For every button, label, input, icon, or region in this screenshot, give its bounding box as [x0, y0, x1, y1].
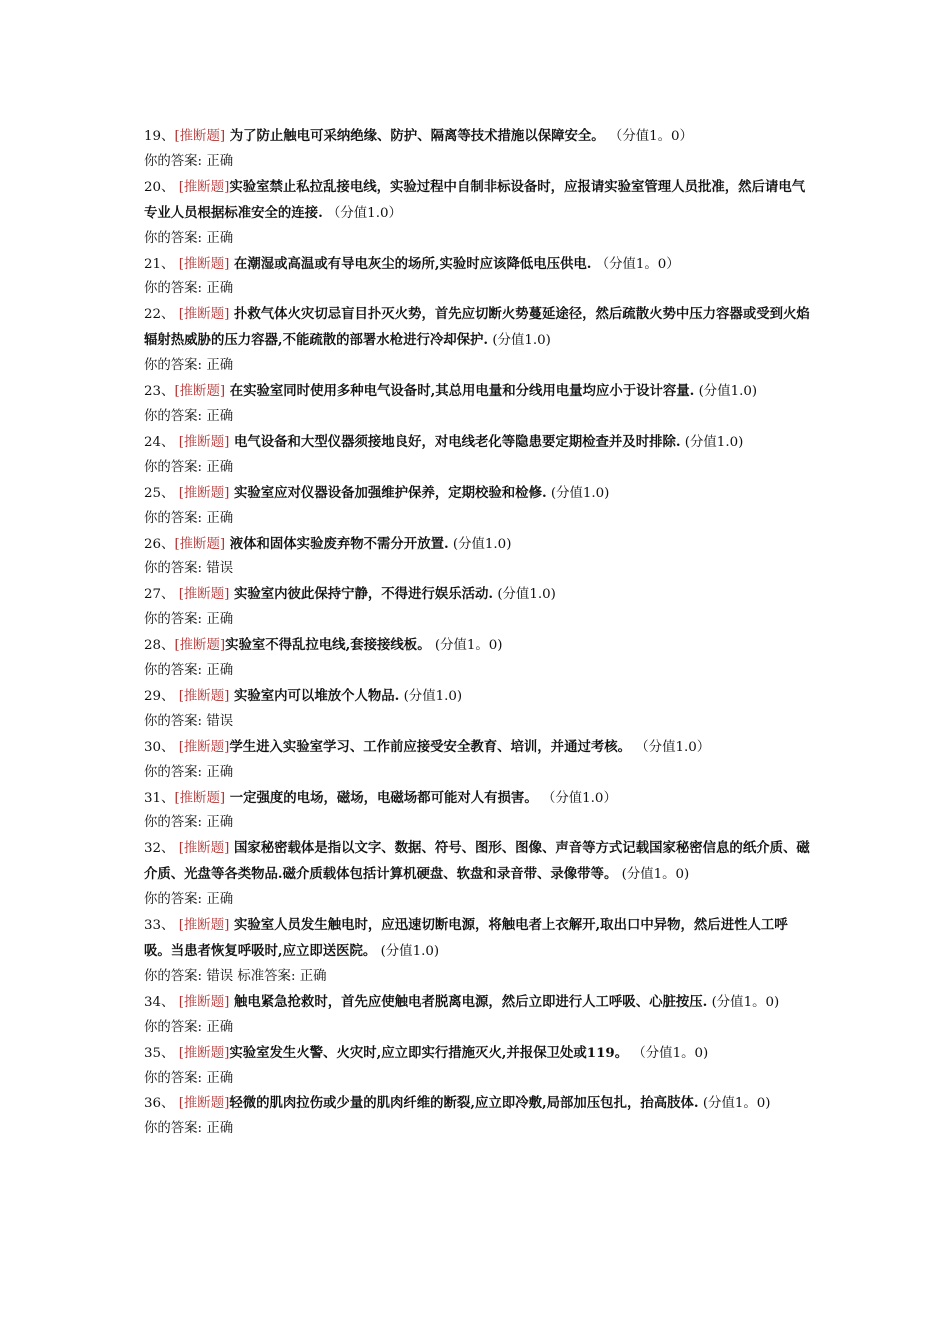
question-type-tag: [推断题] — [178, 485, 230, 501]
question-line — [144, 684, 814, 710]
question-score: (分值1.0) — [448, 536, 512, 552]
question-type-tag: [推断题] — [178, 1045, 230, 1061]
answer-label: 你的答案: — [144, 459, 207, 475]
question-line — [144, 252, 814, 278]
question-type-tag: [推断题] — [178, 256, 230, 272]
question-item — [144, 836, 814, 913]
question-item — [144, 990, 814, 1041]
answer-label: 你的答案: — [144, 1121, 207, 1137]
answer-line — [144, 456, 814, 481]
question-number: 25、 — [144, 485, 179, 501]
question-type-tag: [推断题] — [178, 688, 230, 704]
answer-line — [144, 1016, 814, 1041]
question-line — [144, 430, 814, 456]
question-type-tag: [推断题] — [178, 1096, 230, 1112]
answer-label: 你的答案: — [144, 153, 207, 169]
question-line — [144, 633, 814, 659]
question-text: 实验室应对仪器设备加强维护保养，定期校验和检修. — [229, 484, 547, 501]
question-line — [144, 1041, 814, 1067]
answer-value: 正确 — [206, 1121, 234, 1137]
answer-line — [144, 659, 814, 684]
answer-value: 正确 — [206, 510, 234, 526]
question-item — [144, 633, 814, 684]
question-type-tag: [推断题] — [178, 179, 230, 195]
question-score: （分值1.0） — [322, 205, 402, 221]
question-text: 电气设备和大型仪器须接地良好，对电线老化等隐患要定期检查并及时排除. — [229, 433, 681, 450]
question-type-tag: [推断题] — [178, 994, 230, 1010]
question-item — [144, 913, 814, 990]
answer-line — [144, 150, 814, 175]
question-score: (分值1.0) — [680, 434, 744, 450]
answer-value: 正确 — [206, 358, 234, 374]
answer-label: 你的答案: — [144, 408, 207, 424]
answer-line — [144, 761, 814, 786]
answer-label: 你的答案: — [144, 1070, 207, 1086]
question-text: 实验室人员发生触电时，应迅速切断电源，将触电者上衣解开,取出口中异物，然后进性人工呼吸。当患者恢复呼吸时,应立即送医院。 — [144, 917, 788, 959]
question-line — [144, 836, 814, 888]
answer-value: 错误 — [206, 968, 234, 984]
answer-label: 你的答案: — [144, 892, 207, 908]
question-text: 轻微的肌肉拉伤或少量的肌肉纤维的断裂,应立即冷敷,局部加压包扎，抬高肢体. — [229, 1095, 699, 1112]
answer-line — [144, 710, 814, 735]
answer-label: 你的答案: — [144, 968, 207, 984]
answer-value: 正确 — [206, 892, 234, 908]
answer-value: 正确 — [206, 1070, 234, 1086]
answer-line — [144, 227, 814, 252]
answer-value: 错误 — [206, 713, 234, 729]
question-score: (分值1。0) — [617, 867, 690, 883]
answer-line — [144, 405, 814, 430]
question-item — [144, 1041, 814, 1092]
question-number: 36、 — [144, 1096, 179, 1112]
answer-value: 正确 — [206, 408, 234, 424]
question-item — [144, 430, 814, 481]
question-number: 35、 — [144, 1045, 179, 1061]
answer-value: 正确 — [206, 815, 234, 831]
question-item — [144, 302, 814, 379]
question-line — [144, 990, 814, 1016]
question-number: 32、 — [144, 841, 179, 857]
question-number: 22、 — [144, 307, 179, 323]
answer-value: 正确 — [206, 663, 234, 679]
question-item — [144, 1091, 814, 1142]
answer-label: 你的答案: — [144, 663, 207, 679]
answer-label: 你的答案: — [144, 815, 207, 831]
question-type-tag: [推断题] — [178, 918, 230, 934]
question-score: (分值1.0) — [488, 333, 551, 349]
question-text: 学生进入实验室学习、工作前应接受安全教育、培训，并通过考核。 — [229, 738, 632, 755]
answer-value: 正确 — [206, 459, 234, 475]
answer-label: 你的答案: — [144, 281, 207, 297]
answer-line — [144, 811, 814, 836]
question-text: 在实验室同时使用多种电气设备时,其总用电量和分线用电量均应小于设计容量. — [225, 383, 695, 400]
question-item — [144, 124, 814, 175]
question-score: （分值1。0) — [628, 1045, 709, 1061]
question-number: 33、 — [144, 918, 179, 934]
question-score: （分值1.0） — [537, 790, 617, 806]
answer-label: 你的答案: — [144, 358, 207, 374]
question-text: 一定强度的电场，磁场，电磁场都可能对人有损害。 — [225, 789, 538, 806]
answer-line — [144, 965, 814, 990]
question-text: 在潮湿或高温或有导电灰尘的场所,实验时应该降低电压供电. — [229, 255, 592, 272]
question-number: 29、 — [144, 688, 179, 704]
question-number: 34、 — [144, 994, 179, 1010]
question-type-tag: [推断题] — [174, 536, 226, 552]
answer-value: 正确 — [206, 281, 234, 297]
question-number: 31、 — [144, 790, 175, 806]
question-line — [144, 735, 814, 761]
question-number: 30、 — [144, 739, 179, 755]
question-number: 21、 — [144, 256, 179, 272]
question-score: (分值1.0) — [376, 944, 440, 959]
answer-line — [144, 277, 814, 302]
answer-line — [144, 354, 814, 379]
question-score: （分值1。0） — [604, 129, 693, 144]
question-text: 实验室不得乱拉电线,套接接线板。 — [225, 637, 431, 654]
answer-label: 你的答案: — [144, 510, 207, 526]
question-line — [144, 124, 814, 150]
question-number: 27、 — [144, 587, 179, 603]
standard-answer-label: 标准答案: — [233, 968, 300, 984]
question-text: 实验室内彼此保持宁静，不得进行娱乐活动. — [229, 586, 494, 603]
question-score: （分值1。0） — [591, 256, 680, 272]
question-item — [144, 684, 814, 735]
question-number: 24、 — [144, 434, 179, 450]
question-item — [144, 175, 814, 252]
answer-value: 正确 — [206, 764, 234, 780]
question-type-tag: [推断题] — [174, 790, 226, 806]
answer-line — [144, 507, 814, 532]
question-type-tag: [推断题] — [178, 307, 230, 323]
question-list — [144, 124, 814, 1142]
answer-line — [144, 1067, 814, 1092]
question-score: (分值1.0) — [493, 587, 556, 603]
question-line — [144, 913, 814, 965]
question-score: （分值1.0） — [631, 739, 711, 755]
question-type-tag: [推断题] — [174, 384, 226, 400]
question-type-tag: [推断题] — [178, 434, 230, 450]
question-line — [144, 379, 814, 405]
question-line — [144, 786, 814, 812]
question-line — [144, 582, 814, 608]
standard-answer-value: 正确 — [299, 968, 327, 984]
question-line — [144, 1091, 814, 1117]
question-number: 19、 — [144, 129, 175, 144]
answer-label: 你的答案: — [144, 230, 207, 246]
answer-label: 你的答案: — [144, 713, 207, 729]
question-item — [144, 379, 814, 430]
question-text: 实验室禁止私拉乱接电线，实验过程中自制非标设备时，应报请实验室管理人员批准，然后请电气专业人员根据标准安全的连接. — [144, 178, 806, 221]
question-line — [144, 175, 814, 227]
question-text: 实验室发生火警、火灾时,应立即实行措施灭火,并报保卫处或119。 — [229, 1044, 629, 1061]
question-text: 扑救气体火灾切忌盲目扑灭火势，首先应切断火势蔓延途径，然后疏散火势中压力容器或受到火焰辐射热威胁的压力容器,不能疏散的部署水枪进行冷却保护. — [144, 306, 810, 349]
answer-label: 你的答案: — [144, 612, 207, 628]
question-text: 触电紧急抢救时，首先应使触电者脱离电源，然后立即进行人工呼吸、心脏按压. — [229, 993, 708, 1010]
question-line — [144, 532, 814, 558]
answer-label: 你的答案: — [144, 764, 207, 780]
question-item — [144, 735, 814, 786]
answer-line — [144, 1117, 814, 1142]
answer-value: 正确 — [206, 612, 234, 628]
answer-line — [144, 608, 814, 633]
answer-value: 正确 — [206, 230, 234, 246]
question-item — [144, 786, 814, 837]
question-score: (分值1.0) — [546, 485, 610, 501]
question-type-tag: [推断题] — [174, 638, 226, 654]
question-item — [144, 532, 814, 583]
answer-value: 正确 — [206, 153, 234, 169]
question-score: (分值1.0) — [694, 384, 758, 400]
question-text: 实验室内可以堆放个人物品. — [229, 687, 400, 704]
question-item — [144, 582, 814, 633]
question-type-tag: [推断题] — [174, 129, 226, 144]
question-line — [144, 302, 814, 354]
question-text: 为了防止触电可采纳绝缘、防护、隔离等技术措施以保障安全。 — [225, 128, 605, 144]
question-number: 26、 — [144, 536, 175, 552]
question-score: (分值1。0) — [707, 994, 780, 1010]
question-number: 20、 — [144, 179, 179, 195]
question-type-tag: [推断题] — [178, 841, 230, 857]
question-type-tag: [推断题] — [178, 587, 230, 603]
answer-label: 你的答案: — [144, 1019, 207, 1035]
question-score: (分值1。0) — [430, 638, 503, 654]
answer-line — [144, 888, 814, 913]
answer-line — [144, 557, 814, 582]
answer-label: 你的答案: — [144, 561, 207, 577]
answer-value: 错误 — [206, 561, 234, 577]
answer-value: 正确 — [206, 1019, 234, 1035]
question-number: 23、 — [144, 384, 175, 400]
question-score: (分值1.0) — [399, 688, 463, 704]
question-score: (分值1。0) — [698, 1096, 771, 1112]
question-number: 28、 — [144, 638, 175, 654]
question-item — [144, 252, 814, 303]
question-text: 液体和固体实验废弃物不需分开放置. — [225, 535, 449, 552]
question-type-tag: [推断题] — [178, 739, 230, 755]
question-line — [144, 481, 814, 507]
question-text: 国家秘密载体是指以文字、数据、符号、图形、图像、声音等方式记载国家秘密信息的纸介质、磁介质、光盘等各类物品.磁介质载体包括计算机硬盘、软盘和录音带、录像带等。 — [144, 840, 810, 883]
question-item — [144, 481, 814, 532]
